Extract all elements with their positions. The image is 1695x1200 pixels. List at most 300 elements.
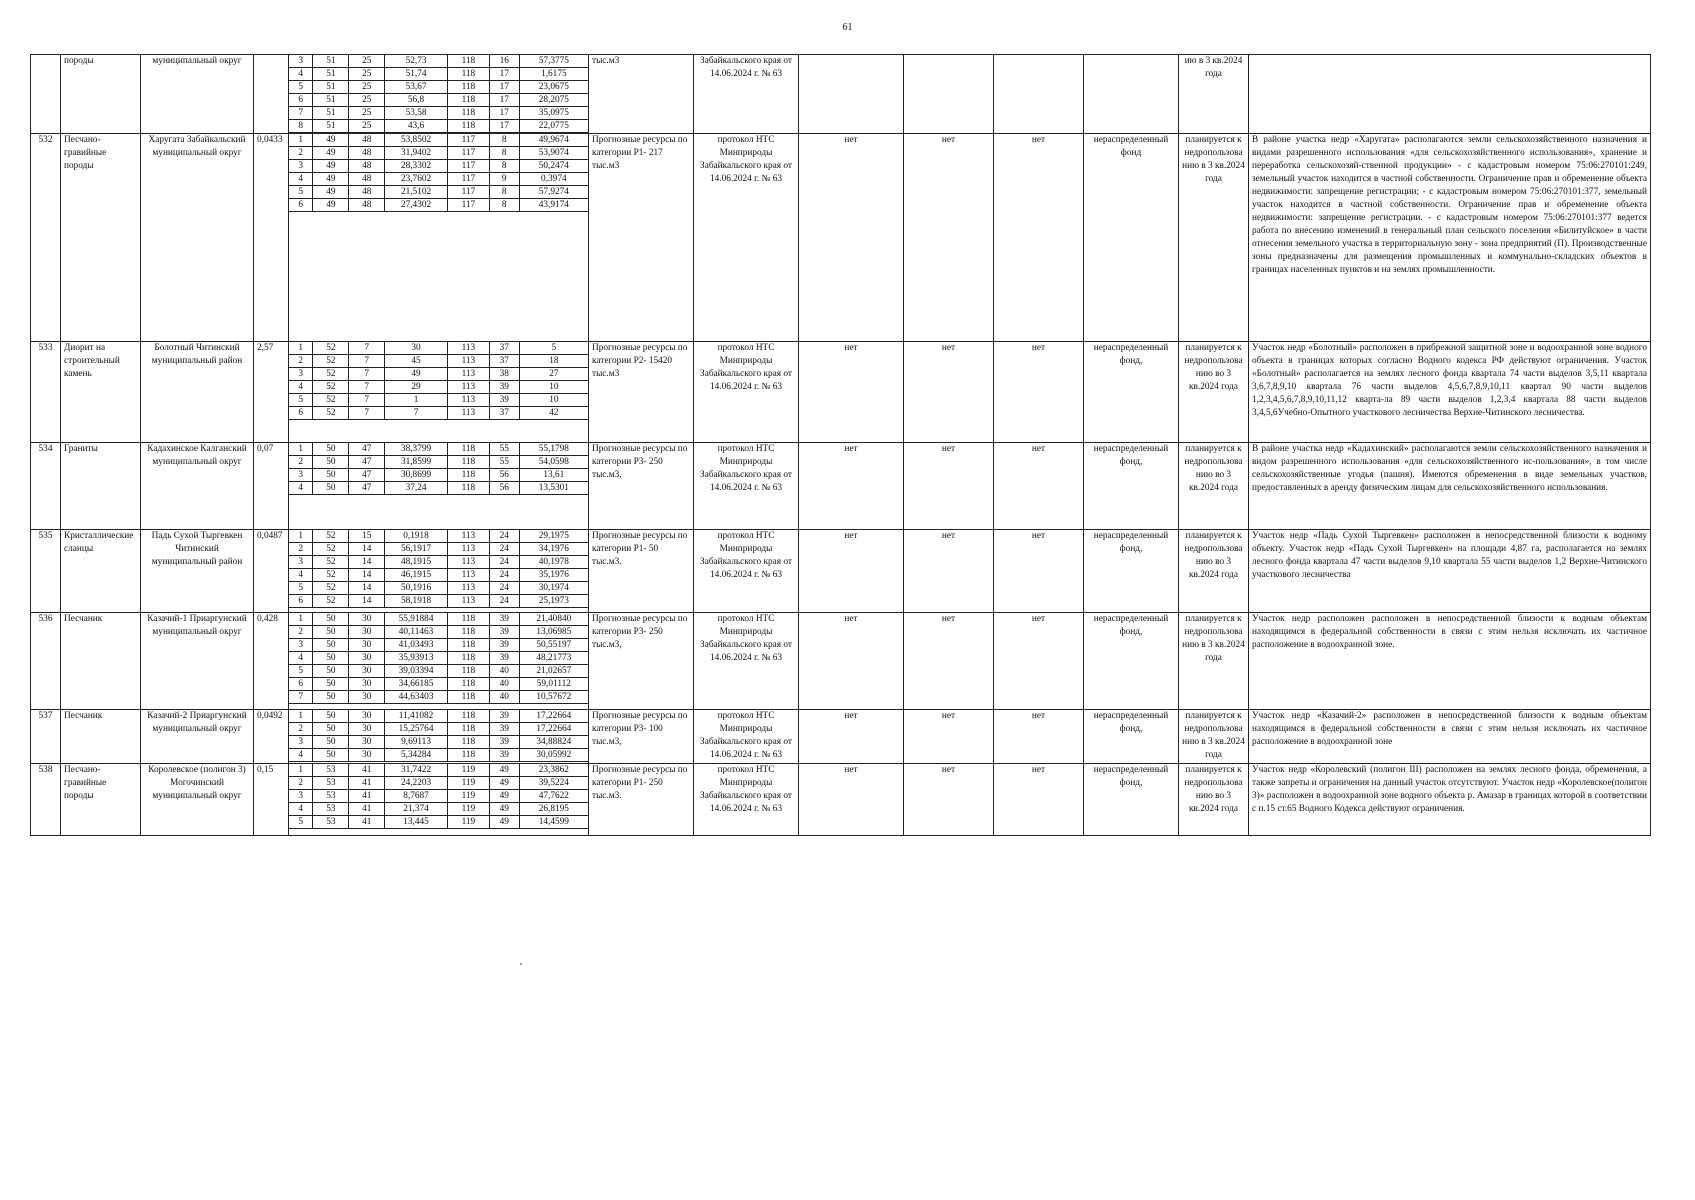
coordinate-point bbox=[289, 710, 588, 723]
coordinate-value: 118 bbox=[447, 626, 489, 639]
coordinate-value: 30,1974 bbox=[519, 582, 588, 595]
coordinate-value: 2 bbox=[289, 456, 313, 469]
coordinate-value: 2 bbox=[289, 626, 313, 639]
coordinate-value: 2 bbox=[289, 543, 313, 556]
coordinate-value: 14 bbox=[349, 569, 385, 582]
forecast-resources: Прогнозные ресурсы по категории Р3- 100 тыс.м3, bbox=[589, 710, 694, 764]
coordinate-value: 31,9402 bbox=[385, 147, 448, 160]
criterion-2: нет bbox=[904, 710, 994, 764]
coordinate-point bbox=[289, 482, 588, 495]
coordinate-value: 118 bbox=[447, 94, 489, 107]
coordinate-value: 23,3862 bbox=[519, 764, 588, 777]
coordinate-value: 25 bbox=[349, 94, 385, 107]
coordinate-value: 53,9074 bbox=[519, 147, 588, 160]
coordinate-point bbox=[289, 639, 588, 652]
coordinate-value: 53 bbox=[313, 777, 349, 790]
subsoil-plots-table bbox=[30, 54, 1651, 836]
coordinate-value: 16 bbox=[489, 55, 519, 68]
approval-protocol: протокол НТС Минприроды Забайкальского края от 14.06.2024 г. № 63 bbox=[694, 613, 799, 710]
coordinate-value: 17,22664 bbox=[519, 723, 588, 736]
coordinate-value: 118 bbox=[447, 691, 489, 704]
coordinate-value: 3 bbox=[289, 790, 313, 803]
coordinate-value: 3 bbox=[289, 368, 313, 381]
coordinate-point bbox=[289, 394, 588, 407]
coordinate-value: 40 bbox=[489, 665, 519, 678]
coordinate-value: 34,66185 bbox=[385, 678, 448, 691]
coordinate-value: 50,1916 bbox=[385, 582, 448, 595]
coordinate-value: 43,6 bbox=[385, 120, 448, 133]
coordinate-value: 49 bbox=[313, 173, 349, 186]
coordinate-value: 40 bbox=[489, 691, 519, 704]
coordinate-point bbox=[289, 816, 588, 829]
plot-area: 2,57 bbox=[254, 342, 289, 443]
coordinate-point bbox=[289, 613, 588, 626]
mineral-type: Песчано-гравийные породы bbox=[61, 764, 141, 836]
coordinate-value: 50 bbox=[313, 613, 349, 626]
plot-location: Падь Сухой Тыргевкен Читинский муниципальный район bbox=[141, 530, 254, 613]
coordinates-cell bbox=[289, 443, 589, 530]
criterion-3: нет bbox=[994, 764, 1084, 836]
coordinate-value: 3 bbox=[289, 639, 313, 652]
coordinate-value: 1 bbox=[385, 394, 448, 407]
coordinate-value: 30,8699 bbox=[385, 469, 448, 482]
coordinate-value: 49 bbox=[313, 134, 349, 147]
coordinate-value: 37,24 bbox=[385, 482, 448, 495]
forecast-resources: Прогнозные ресурсы по категории Р1- 217 тыс.м3 bbox=[589, 134, 694, 342]
coordinate-value: 50 bbox=[313, 443, 349, 456]
coordinate-value: 54,0598 bbox=[519, 456, 588, 469]
coordinate-value: 17 bbox=[489, 120, 519, 133]
coordinate-value: 15,25764 bbox=[385, 723, 448, 736]
coordinate-value: 47 bbox=[349, 469, 385, 482]
coordinate-value: 118 bbox=[447, 736, 489, 749]
coordinates-table bbox=[289, 443, 588, 495]
coordinates-cell bbox=[289, 342, 589, 443]
coordinate-value: 30 bbox=[349, 626, 385, 639]
coordinate-value: 49 bbox=[489, 764, 519, 777]
licensing-plan: планируется к недропользованию в 3 кв.2024 года bbox=[1179, 613, 1249, 710]
plot-row bbox=[31, 764, 1651, 836]
coordinate-value: 50 bbox=[313, 482, 349, 495]
coordinate-value: 118 bbox=[447, 469, 489, 482]
coordinate-value: 113 bbox=[447, 342, 489, 355]
coordinate-value: 118 bbox=[447, 120, 489, 133]
coordinate-value: 4 bbox=[289, 652, 313, 665]
coordinate-value: 24 bbox=[489, 543, 519, 556]
coordinate-value: 10,57672 bbox=[519, 691, 588, 704]
coordinate-value: 26,8195 bbox=[519, 803, 588, 816]
page-number: 61 bbox=[842, 22, 853, 33]
criterion-3 bbox=[994, 55, 1084, 134]
coordinate-value: 56,8 bbox=[385, 94, 448, 107]
forecast-resources: тыс.м3 bbox=[589, 55, 694, 134]
coordinate-point bbox=[289, 777, 588, 790]
coordinates-cell bbox=[289, 764, 589, 836]
coordinate-value: 14 bbox=[349, 543, 385, 556]
coordinate-value: 15 bbox=[349, 530, 385, 543]
plot-number: 535 bbox=[31, 530, 61, 613]
forecast-resources: Прогнозные ресурсы по категории Р1- 50 тыс.м3. bbox=[589, 530, 694, 613]
coordinate-value: 113 bbox=[447, 595, 489, 608]
coordinate-point bbox=[289, 469, 588, 482]
coordinate-value: 7 bbox=[289, 107, 313, 120]
coordinate-value: 113 bbox=[447, 569, 489, 582]
coordinate-value: 6 bbox=[289, 595, 313, 608]
plot-number: 537 bbox=[31, 710, 61, 764]
restrictions-note: В районе участка недр «Харугата» располагаются земли сельскохозяйственного назначения и видами разрешенного использования «для сельскохозяйственного использования», хранение и переработка сельскохозяй-ственной продукции» - с кадастровым номером 75:06:270101:249, земельный участок находится в частной собственности. Ограничение прав и обременение объекта недвижимости: запрещение регистрации; - с кадастровым номером 75:06:270101:377, земельный участок находится в частной собственности. Ограничение прав и обременение объекта недвижимости: запрещение регистрации. - с кадастровым номером 75:06:270101:377 ведется работа по внесению изменений в генеральный план сельского поселения «Билитуйское» в части отнесения земельного участка в территориальную зону - зона предприятий (П). Производственные зоны предназначены для размещения промышленных и коммунально-складских объектов в границах населенных пунктов и на землях промышленности. bbox=[1249, 134, 1651, 342]
coordinate-value: 55,91884 bbox=[385, 613, 448, 626]
coordinate-value: 49 bbox=[313, 147, 349, 160]
coordinate-value: 118 bbox=[447, 652, 489, 665]
coordinate-value: 1 bbox=[289, 613, 313, 626]
coordinate-value: 52 bbox=[313, 381, 349, 394]
criterion-1: нет bbox=[799, 710, 904, 764]
restrictions-note: Участок недр «Падь Сухой Тыргевкен» расположен в непосредственной близости к водному объекту. Участок недр «Падь Сухой Тыргевкен» на площади 4,87 га, располагается на землях лесного фонда квартала 47 части выделов 9,10 квартала 55 части выделов 1,2 Верхне-Читинского участкового лесничества bbox=[1249, 530, 1651, 613]
coordinate-point bbox=[289, 569, 588, 582]
coordinate-value: 52 bbox=[313, 368, 349, 381]
coordinate-value: 25 bbox=[349, 120, 385, 133]
plot-location: Кадахинское Калганский муниципальный округ bbox=[141, 443, 254, 530]
criterion-2: нет bbox=[904, 613, 994, 710]
coordinate-value: 30 bbox=[349, 665, 385, 678]
coordinate-value: 47,7622 bbox=[519, 790, 588, 803]
coordinate-value: 48 bbox=[349, 199, 385, 212]
coordinate-value: 5,34284 bbox=[385, 749, 448, 762]
plot-area bbox=[254, 55, 289, 134]
coordinate-value: 35,93913 bbox=[385, 652, 448, 665]
coordinate-value: 4 bbox=[289, 569, 313, 582]
coordinate-value: 3 bbox=[289, 469, 313, 482]
restrictions-note: Участок недр «Болотный» расположен в прибрежной защитной зоне и водоохранной зоне водного объекта в границах которых согласно Водного кодекса РФ действуют ограничения. Участок «Болотный» располагается на землях лесного фонда квартала 74 части выделов 3,5,11 квартала 3,6,7,8,9,10 квартала 76 части выделов 4,5,6,7,8,9,10,11 квартал 90 части выделов 1,2,3,4,5,6,7,8,9,10,11,12 кварта-ла 89 части выделов 1,2,3,4 квартала 88 части выделов 3,4,5,6Учебно-Опытного участкового лесничества Верхне-Читинского лесничества. bbox=[1249, 342, 1651, 443]
plot-area: 0,0487 bbox=[254, 530, 289, 613]
coordinate-value: 9,69113 bbox=[385, 736, 448, 749]
criterion-1 bbox=[799, 55, 904, 134]
coordinate-value: 24 bbox=[489, 569, 519, 582]
criterion-3: нет bbox=[994, 134, 1084, 342]
plot-area: 0,428 bbox=[254, 613, 289, 710]
coordinate-value: 57,3775 bbox=[519, 55, 588, 68]
coordinate-value: 49 bbox=[489, 790, 519, 803]
coordinate-value: 50 bbox=[313, 736, 349, 749]
criterion-1: нет bbox=[799, 530, 904, 613]
approval-protocol: протокол НТС Минприроды Забайкальского края от 14.06.2024 г. № 63 bbox=[694, 134, 799, 342]
plot-row bbox=[31, 530, 1651, 613]
coordinate-value: 30 bbox=[349, 691, 385, 704]
coordinate-value: 24 bbox=[489, 530, 519, 543]
coordinate-value: 119 bbox=[447, 803, 489, 816]
coordinates-table bbox=[289, 710, 588, 762]
coordinate-value: 118 bbox=[447, 68, 489, 81]
coordinate-point bbox=[289, 443, 588, 456]
coordinate-value: 119 bbox=[447, 764, 489, 777]
coordinate-value: 48,21773 bbox=[519, 652, 588, 665]
coordinate-point bbox=[289, 530, 588, 543]
coordinate-value: 1 bbox=[289, 134, 313, 147]
coordinate-value: 113 bbox=[447, 381, 489, 394]
coordinate-value: 22,0775 bbox=[519, 120, 588, 133]
coordinate-value: 40 bbox=[489, 678, 519, 691]
coordinate-value: 24 bbox=[489, 582, 519, 595]
coordinate-value: 51 bbox=[313, 107, 349, 120]
coordinate-value: 49,9674 bbox=[519, 134, 588, 147]
coordinate-value: 8 bbox=[489, 134, 519, 147]
coordinate-value: 1 bbox=[289, 342, 313, 355]
coordinate-value: 13,5301 bbox=[519, 482, 588, 495]
coordinate-value: 21,02657 bbox=[519, 665, 588, 678]
coordinates-cell bbox=[289, 710, 589, 764]
coordinate-value: 53,8502 bbox=[385, 134, 448, 147]
coordinate-point bbox=[289, 120, 588, 133]
coordinate-value: 14 bbox=[349, 556, 385, 569]
coordinate-value: 50 bbox=[313, 456, 349, 469]
coordinate-value: 30 bbox=[349, 652, 385, 665]
plot-row bbox=[31, 613, 1651, 710]
coordinate-value: 118 bbox=[447, 443, 489, 456]
plot-location: Болотный Читинский муниципальный район bbox=[141, 342, 254, 443]
coordinate-value: 1 bbox=[289, 530, 313, 543]
coordinates-table bbox=[289, 764, 588, 829]
approval-protocol: протокол НТС Минприроды Забайкальского края от 14.06.2024 г. № 63 bbox=[694, 764, 799, 836]
coordinate-point bbox=[289, 626, 588, 639]
coordinate-value: 49 bbox=[313, 199, 349, 212]
coordinate-value: 9 bbox=[489, 173, 519, 186]
coordinate-value: 17 bbox=[489, 107, 519, 120]
coordinate-value: 118 bbox=[447, 723, 489, 736]
coordinate-value: 47 bbox=[349, 456, 385, 469]
coordinate-point bbox=[289, 173, 588, 186]
fund-status: нераспределенный фонд, bbox=[1084, 342, 1179, 443]
coordinate-value: 14 bbox=[349, 595, 385, 608]
coordinate-value: 118 bbox=[447, 456, 489, 469]
coordinate-value: 39 bbox=[489, 639, 519, 652]
coordinate-value: 119 bbox=[447, 816, 489, 829]
coordinate-point bbox=[289, 652, 588, 665]
approval-protocol: Забайкальского края от 14.06.2024 г. № 63 bbox=[694, 55, 799, 134]
coordinate-value: 38,3799 bbox=[385, 443, 448, 456]
coordinate-value: 8,7687 bbox=[385, 790, 448, 803]
coordinate-value: 13,61 bbox=[519, 469, 588, 482]
coordinate-value: 8 bbox=[489, 199, 519, 212]
coordinate-value: 13,06985 bbox=[519, 626, 588, 639]
coordinate-value: 49 bbox=[385, 368, 448, 381]
coordinate-value: 50 bbox=[313, 639, 349, 652]
coordinate-value: 24 bbox=[489, 556, 519, 569]
coordinates-cell bbox=[289, 530, 589, 613]
coordinate-value: 24 bbox=[489, 595, 519, 608]
coordinate-value: 17,22664 bbox=[519, 710, 588, 723]
coordinate-value: 53,58 bbox=[385, 107, 448, 120]
coordinate-point bbox=[289, 407, 588, 420]
coordinate-value: 51 bbox=[313, 81, 349, 94]
criterion-2: нет bbox=[904, 134, 994, 342]
coordinate-value: 7 bbox=[385, 407, 448, 420]
plot-area: 0,0492 bbox=[254, 710, 289, 764]
coordinate-point bbox=[289, 691, 588, 704]
coordinate-point bbox=[289, 803, 588, 816]
coordinate-value: 52 bbox=[313, 407, 349, 420]
coordinate-value: 119 bbox=[447, 790, 489, 803]
coordinate-value: 41 bbox=[349, 816, 385, 829]
coordinate-point bbox=[289, 81, 588, 94]
coordinate-value: 118 bbox=[447, 81, 489, 94]
coordinate-value: 50 bbox=[313, 710, 349, 723]
coordinate-value: 30 bbox=[349, 749, 385, 762]
mineral-type: Песчано-гравийные породы bbox=[61, 134, 141, 342]
coordinate-value: 18 bbox=[519, 355, 588, 368]
fund-status: нераспределенный фонд bbox=[1084, 134, 1179, 342]
coordinate-value: 44,63403 bbox=[385, 691, 448, 704]
coordinate-value: 30 bbox=[349, 613, 385, 626]
coordinate-value: 11,41082 bbox=[385, 710, 448, 723]
coordinates-cell bbox=[289, 55, 589, 134]
coordinate-value: 119 bbox=[447, 777, 489, 790]
coordinate-value: 7 bbox=[349, 342, 385, 355]
forecast-resources: Прогнозные ресурсы по категории Р2- 15420 тыс.м3 bbox=[589, 342, 694, 443]
coordinate-point bbox=[289, 160, 588, 173]
coordinate-value: 2 bbox=[289, 147, 313, 160]
coordinate-value: 48,1915 bbox=[385, 556, 448, 569]
coordinate-value: 3 bbox=[289, 55, 313, 68]
coordinate-value: 41 bbox=[349, 790, 385, 803]
coordinate-value: 30,05992 bbox=[519, 749, 588, 762]
coordinate-value: 118 bbox=[447, 613, 489, 626]
coordinate-value: 52 bbox=[313, 394, 349, 407]
mineral-type: породы bbox=[61, 55, 141, 134]
coordinate-point bbox=[289, 368, 588, 381]
coordinate-value: 118 bbox=[447, 107, 489, 120]
coordinate-value: 53 bbox=[313, 803, 349, 816]
coordinate-value: 53 bbox=[313, 764, 349, 777]
coordinate-value: 39 bbox=[489, 736, 519, 749]
coordinate-value: 55,1798 bbox=[519, 443, 588, 456]
coordinate-point bbox=[289, 134, 588, 147]
plot-row bbox=[31, 710, 1651, 764]
coordinate-value: 27,4302 bbox=[385, 199, 448, 212]
coordinate-point bbox=[289, 665, 588, 678]
licensing-plan: ию в 3 кв.2024 года bbox=[1179, 55, 1249, 134]
coordinate-value: 7 bbox=[349, 407, 385, 420]
plot-number bbox=[31, 55, 61, 134]
coordinate-value: 37 bbox=[489, 407, 519, 420]
coordinate-value: 28,3302 bbox=[385, 160, 448, 173]
coordinate-value: 5 bbox=[289, 186, 313, 199]
coordinate-value: 49 bbox=[313, 160, 349, 173]
coordinate-value: 5 bbox=[289, 816, 313, 829]
scan-speck bbox=[520, 963, 522, 965]
coordinate-value: 50 bbox=[313, 665, 349, 678]
coordinate-value: 118 bbox=[447, 678, 489, 691]
criterion-2: нет bbox=[904, 764, 994, 836]
coordinate-value: 52 bbox=[313, 595, 349, 608]
coordinate-value: 2 bbox=[289, 723, 313, 736]
coordinate-value: 52 bbox=[313, 355, 349, 368]
coordinate-value: 113 bbox=[447, 368, 489, 381]
coordinate-value: 52 bbox=[313, 530, 349, 543]
licensing-plan: планируется к недропользованию во 3 кв.2024 года bbox=[1179, 764, 1249, 836]
coordinate-value: 52,73 bbox=[385, 55, 448, 68]
coordinate-value: 48 bbox=[349, 147, 385, 160]
coordinate-value: 14 bbox=[349, 582, 385, 595]
coordinate-value: 14,4599 bbox=[519, 816, 588, 829]
coordinate-value: 56,1917 bbox=[385, 543, 448, 556]
coordinate-point bbox=[289, 556, 588, 569]
coordinate-point bbox=[289, 94, 588, 107]
coordinate-point bbox=[289, 107, 588, 120]
coordinate-value: 52 bbox=[313, 569, 349, 582]
coordinate-value: 113 bbox=[447, 394, 489, 407]
coordinate-value: 49 bbox=[489, 803, 519, 816]
coordinate-value: 48 bbox=[349, 186, 385, 199]
coordinate-value: 35,1976 bbox=[519, 569, 588, 582]
coordinate-value: 17 bbox=[489, 94, 519, 107]
criterion-2: нет bbox=[904, 342, 994, 443]
coordinate-value: 59,01112 bbox=[519, 678, 588, 691]
fund-status: нераспределенный фонд, bbox=[1084, 764, 1179, 836]
coordinate-value: 7 bbox=[349, 381, 385, 394]
coordinate-value: 25 bbox=[349, 68, 385, 81]
coordinate-value: 39 bbox=[489, 394, 519, 407]
coordinate-value: 39,5224 bbox=[519, 777, 588, 790]
coordinate-value: 5 bbox=[289, 582, 313, 595]
plot-number: 538 bbox=[31, 764, 61, 836]
plot-location: Харугата Забайкальский муниципальный округ bbox=[141, 134, 254, 342]
criterion-2: нет bbox=[904, 530, 994, 613]
coordinate-value: 113 bbox=[447, 582, 489, 595]
coordinate-point bbox=[289, 749, 588, 762]
coordinate-value: 40,11463 bbox=[385, 626, 448, 639]
coordinate-value: 39 bbox=[489, 613, 519, 626]
criterion-3: нет bbox=[994, 443, 1084, 530]
coordinate-value: 30 bbox=[349, 678, 385, 691]
coordinate-value: 118 bbox=[447, 482, 489, 495]
criterion-3: нет bbox=[994, 530, 1084, 613]
coordinate-value: 47 bbox=[349, 443, 385, 456]
coordinate-value: 118 bbox=[447, 639, 489, 652]
fund-status bbox=[1084, 55, 1179, 134]
coordinate-value: 52 bbox=[313, 543, 349, 556]
criterion-1: нет bbox=[799, 764, 904, 836]
coordinate-value: 31,8599 bbox=[385, 456, 448, 469]
coordinate-value: 31,7422 bbox=[385, 764, 448, 777]
coordinate-value: 2 bbox=[289, 355, 313, 368]
licensing-plan: планируется к недропользованию в 3 кв.2024 года bbox=[1179, 134, 1249, 342]
coordinate-value: 41 bbox=[349, 764, 385, 777]
coordinate-value: 39 bbox=[489, 626, 519, 639]
criterion-2 bbox=[904, 55, 994, 134]
coordinate-value: 55 bbox=[489, 443, 519, 456]
coordinate-value: 50 bbox=[313, 691, 349, 704]
coordinate-value: 7 bbox=[349, 355, 385, 368]
coordinate-value: 34,88824 bbox=[519, 736, 588, 749]
restrictions-note: В районе участка недр «Кадахинский» располагаются земли сельскохозяйственного назначения и видом разрешенного использования «для сельскохозяйственного ис-пользования», в том числе сельскохозяйственные угодья (пашня). Имеются обременения в виде земельных участков, предоставленных в аренду физическим лицам для сельскохозяйственного использования. bbox=[1249, 443, 1651, 530]
coordinate-value: 52 bbox=[313, 556, 349, 569]
coordinate-value: 5 bbox=[519, 342, 588, 355]
coordinate-value: 50,2474 bbox=[519, 160, 588, 173]
coordinate-point bbox=[289, 186, 588, 199]
coordinate-value: 34,1976 bbox=[519, 543, 588, 556]
licensing-plan: планируется к недропользованию во 3 кв.2024 года bbox=[1179, 530, 1249, 613]
coordinate-value: 29,1975 bbox=[519, 530, 588, 543]
coordinate-value: 21,40840 bbox=[519, 613, 588, 626]
coordinate-value: 113 bbox=[447, 543, 489, 556]
coordinate-value: 35,0975 bbox=[519, 107, 588, 120]
coordinate-value: 8 bbox=[489, 147, 519, 160]
coordinate-value: 8 bbox=[489, 186, 519, 199]
mineral-type: Граниты bbox=[61, 443, 141, 530]
coordinate-value: 30 bbox=[349, 639, 385, 652]
criterion-3: нет bbox=[994, 710, 1084, 764]
coordinate-value: 48 bbox=[349, 134, 385, 147]
